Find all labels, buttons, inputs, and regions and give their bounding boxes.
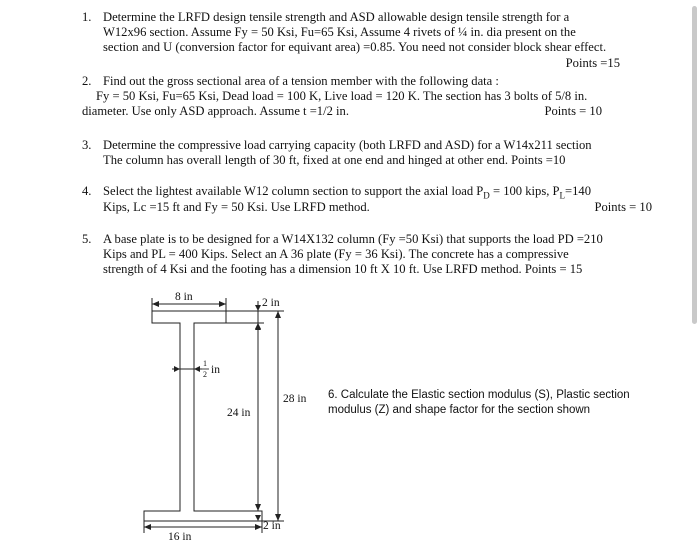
arrow-top-width-right	[219, 301, 226, 307]
question-4-load-end: =140	[565, 184, 592, 198]
label-web-height: 24 in	[227, 407, 251, 419]
question-4-points: Points = 10	[594, 200, 652, 214]
question-1-points: Points =15	[565, 56, 620, 70]
arrow-bottom-width-right	[255, 524, 262, 530]
question-2-line-3: diameter. Use only ASD approach. Assume t =1/2 in.	[82, 104, 349, 118]
arrow-web-right	[194, 366, 200, 372]
question-5-number: 5.	[82, 232, 92, 246]
arrow-top-thickness-down	[255, 305, 261, 311]
question-1	[82, 10, 672, 70]
question-3-line-2: The column has overall length of 30 ft, fixed at one end and hinged at other end. Points =10	[103, 153, 566, 167]
label-top-flange-width: 8 in	[175, 291, 193, 303]
question-3-number: 3.	[82, 138, 92, 152]
question-2-line-2: Fy = 50 Ksi, Fu=65 Ksi, Dead load = 100 K, Live load = 120 K. The section has 3 bolts of 5/8 in.	[96, 89, 588, 103]
question-4-line-2: Kips, Lc =15 ft and Fy = 50 Ksi. Use LRFD method.	[103, 200, 370, 214]
label-web-thickness-num: 1	[203, 359, 207, 368]
question-3	[82, 138, 672, 170]
question-5-line-2: Kips and PL = 400 Kips. Select an A 36 plate (Fy = 36 Ksi). The concrete has a compressive	[103, 247, 569, 261]
question-4-sub-d: D	[483, 190, 490, 201]
question-4	[82, 184, 672, 216]
label-web-thickness-den: 2	[203, 370, 207, 379]
arrow-bottom-thickness-up	[255, 515, 261, 521]
question-6	[328, 388, 668, 418]
arrow-top-width-left	[152, 301, 159, 307]
label-bottom-flange-width: 16 in	[168, 531, 192, 543]
scrollbar[interactable]	[692, 6, 697, 324]
label-bottom-flange-thickness: 2 in	[263, 520, 281, 532]
question-5-line-1: A base plate is to be designed for a W14X132 column (Fy =50 Ksi) that supports the load PD =210	[103, 232, 603, 246]
question-4-sub-l: L	[559, 190, 566, 201]
question-5-line-3: strength of 4 Ksi and the footing has a dimension 10 ft X 10 ft. Use LRFD method. Points = 15	[103, 262, 583, 276]
question-3-line-1: Determine the compressive load carrying capacity (both LRFD and ASD) for a W14x211 section	[103, 138, 592, 152]
label-top-flange-thickness: 2 in	[262, 297, 280, 309]
question-1-line-2: W12x96 section. Assume Fy = 50 Ksi, Fu=65 Ksi, Assume 4 rivets of ¼ in. dia present on the	[103, 25, 576, 39]
question-2-points: Points = 10	[544, 104, 602, 118]
question-4-line-1-text: Select the lightest available W12 column section to support the axial load P	[103, 184, 484, 198]
question-1-line-1: Determine the LRFD design tensile strength and ASD allowable design tensile strength for a	[103, 10, 570, 24]
question-1-number: 1.	[82, 10, 92, 24]
question-2	[82, 74, 672, 122]
i-section-figure	[130, 285, 330, 546]
arrow-24-top	[255, 323, 261, 330]
label-web-thickness-unit: in	[211, 364, 220, 376]
question-5	[82, 232, 672, 280]
arrow-24-bottom	[255, 504, 261, 511]
question-1-line-3: section and U (conversion factor for equivant area) =0.85. You need not consider block shear effect.	[103, 40, 607, 54]
arrow-bottom-width-left	[144, 524, 151, 530]
question-4-number: 4.	[82, 184, 92, 198]
question-2-number: 2.	[82, 74, 92, 88]
question-2-line-1: Find out the gross sectional area of a tension member with the following data :	[103, 74, 499, 88]
arrow-web-left	[174, 366, 180, 372]
question-6-text: Calculate the Elastic section modulus (S), Plastic section modulus (Z) and shape factor for the section shown	[328, 389, 630, 416]
question-4-load-mid: = 100 kips, P	[489, 184, 560, 198]
arrow-28-top	[275, 311, 281, 318]
question-6-number: 6.	[328, 389, 338, 401]
label-total-height: 28 in	[283, 393, 307, 405]
